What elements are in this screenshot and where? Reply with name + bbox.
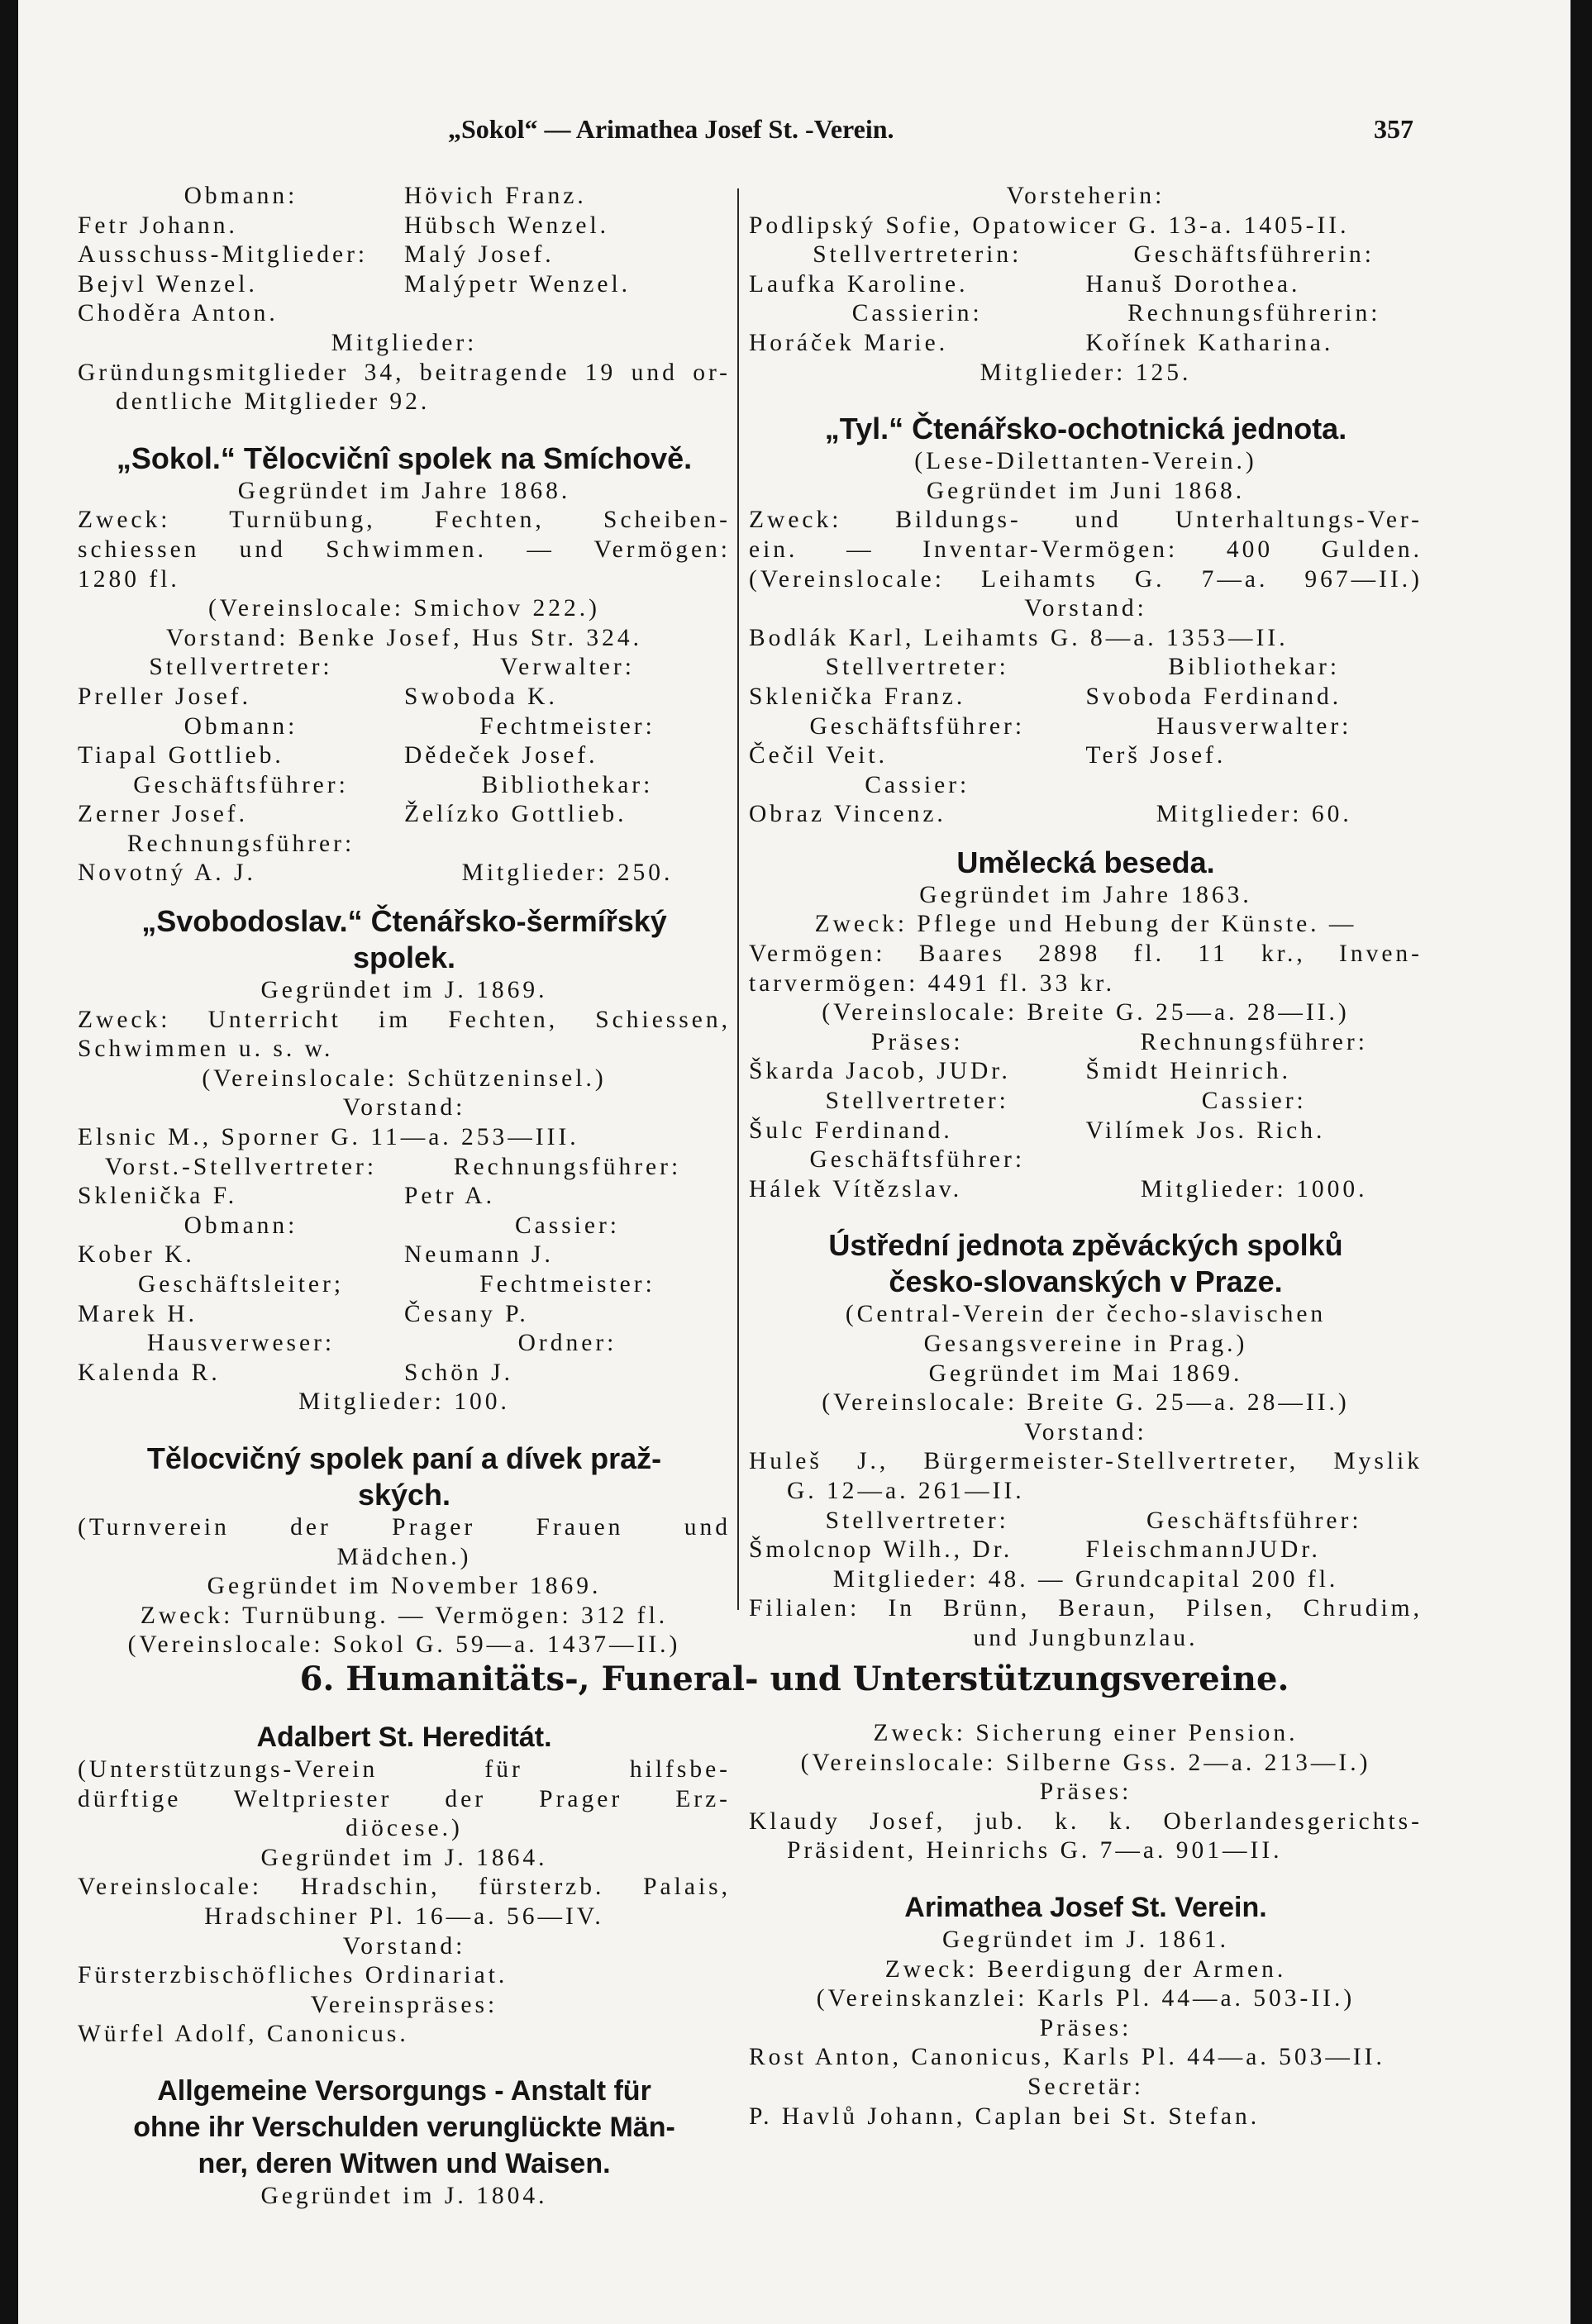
text-line: Zweck: Beerdigung der Armen. xyxy=(884,1955,1287,1983)
text-line: dentliche Mitglieder 92. xyxy=(116,388,431,416)
row-left-cell: Zerner Josef. xyxy=(78,801,248,828)
text-line: Huleš J., Bürgermeister-Stellvertreter, Myslik xyxy=(749,1448,1423,1475)
text-line: Zweck: Turnübung, Fechten, Scheiben- xyxy=(78,507,731,534)
row-left-cell: Präses: xyxy=(870,1028,964,1055)
row-left-cell: Sklenička F. xyxy=(78,1183,238,1210)
officer-row xyxy=(78,683,731,712)
row-left-cell: Stellvertreter: xyxy=(149,654,333,681)
row-left-cell: Vorst.-Stellvertreter: xyxy=(104,1153,378,1180)
officer-row xyxy=(78,712,731,742)
officer-row xyxy=(749,1117,1423,1146)
text-line: Gegründet im J. 1804. xyxy=(260,2182,548,2209)
row-left-cell: Fetr Johann. xyxy=(78,212,238,239)
text-line: Vereinspräses: xyxy=(310,1991,498,2018)
row-right-cell: Rechnungsführerin: xyxy=(1127,300,1381,327)
spacer xyxy=(78,888,731,903)
row-left-cell: Stellvertreter: xyxy=(825,1088,1009,1115)
text-line: Mitglieder: 125. xyxy=(980,359,1192,386)
officer-row xyxy=(78,859,731,888)
row-right-cell: Malýpetr Wenzel. xyxy=(404,270,632,298)
row-left-cell: Šulc Ferdinand. xyxy=(749,1117,953,1144)
row-left-cell: Marek H. xyxy=(78,1300,198,1327)
row-right-cell: Hövich Franz. xyxy=(404,183,587,209)
row-right-cell: Kořínek Katharina. xyxy=(1085,329,1334,356)
spacer xyxy=(78,2050,731,2073)
text-line: Vorstand: xyxy=(342,1094,466,1122)
row-left-cell: Sklenička Franz. xyxy=(749,683,966,710)
right-column xyxy=(749,182,1423,1654)
text-line: Zweck: Turnübung. — Vermögen: 312 fl. xyxy=(140,1602,669,1629)
society-heading: Arimathea Josef St. Verein. xyxy=(904,1891,1267,1923)
society-heading: ner, deren Witwen und Waisen. xyxy=(198,2147,611,2179)
text-line: G. 12—a. 261—II. xyxy=(787,1477,1025,1504)
text-line: Rost Anton, Canonicus, Karls Pl. 44—a. 503—II. xyxy=(749,2044,1385,2071)
text-line: Zweck: Unterricht im Fechten, Schiessen, xyxy=(78,1006,731,1033)
row-right-cell xyxy=(1086,1145,1423,1175)
text-line: (Unterstützungs-Verein für hilfsbe- xyxy=(78,1756,731,1783)
text-line: (Lese-Dilettanten-Verein.) xyxy=(914,448,1257,475)
book-page xyxy=(18,0,1571,2324)
text-line: (Vereinslocale: Silberne Gss. 2—a. 213—I.) xyxy=(800,1749,1371,1776)
officer-row xyxy=(78,1212,731,1241)
text-line: diöcese.) xyxy=(346,1815,463,1842)
text-line: Vorsteherin: xyxy=(1006,183,1165,209)
row-right-cell: Rechnungsführer: xyxy=(1140,1028,1368,1055)
officer-row xyxy=(749,712,1423,742)
text-line: Präsident, Heinrichs G. 7—a. 901—II. xyxy=(787,1837,1283,1864)
officer-row xyxy=(78,653,731,683)
officer-row xyxy=(78,1153,731,1183)
text-line: Hradschiner Pl. 16—a. 56—IV. xyxy=(204,1903,604,1930)
row-right-cell: Geschäftsführer: xyxy=(1146,1507,1362,1534)
society-heading: „Svobodoslav.“ Čtenářsko-šermířský xyxy=(141,904,667,939)
text-line: Mädchen.) xyxy=(336,1543,472,1570)
row-right-cell: Želízko Gottlieb. xyxy=(404,801,627,828)
text-line: Gegründet im Jahre 1863. xyxy=(919,881,1252,908)
officer-row xyxy=(749,1145,1423,1175)
text-line: Präses: xyxy=(1039,2014,1132,2041)
right-column-lower xyxy=(749,1719,1423,2131)
text-line: Mitglieder: xyxy=(331,329,478,356)
officer-row xyxy=(749,683,1423,712)
row-left-cell: Stellvertreter: xyxy=(825,654,1009,681)
row-left-cell: Geschäftsleiter; xyxy=(137,1271,345,1298)
row-right-cell: Swoboda K. xyxy=(404,683,558,710)
text-line: Gesangsvereine in Prag.) xyxy=(923,1331,1248,1357)
row-left-cell: Čečil Veit. xyxy=(749,742,888,769)
text-line: Bodlák Karl, Leihamts G. 8—a. 1353—II. xyxy=(749,624,1289,651)
officer-row xyxy=(749,1087,1423,1117)
row-right-cell: Mitglieder: 60. xyxy=(1156,801,1352,828)
officer-row xyxy=(749,800,1423,830)
row-right-cell: FleischmannJUDr. xyxy=(1085,1536,1321,1564)
text-line: Secretär: xyxy=(1027,2073,1144,2100)
row-left-cell: Obmann: xyxy=(184,712,298,740)
text-line: (Vereinslocale: Breite G. 25—a. 28—II.) xyxy=(822,1389,1350,1417)
officer-row xyxy=(78,1300,731,1330)
text-line: schiessen und Schwimmen. — Vermögen: xyxy=(78,536,731,563)
row-left-cell: Rechnungsführer: xyxy=(126,830,355,857)
column-divider xyxy=(737,188,739,1610)
officer-row xyxy=(78,212,731,241)
officer-row xyxy=(78,240,731,270)
officer-row xyxy=(78,800,731,830)
row-right-cell: Svoboda Ferdinand. xyxy=(1085,683,1342,710)
row-right-cell: Malý Josef. xyxy=(404,241,555,269)
row-right-cell: Hübsch Wenzel. xyxy=(404,212,610,239)
society-heading: „Sokol.“ Tělocvičnî spolek na Smíchově. xyxy=(116,441,693,475)
row-right-cell: Bibliothekar: xyxy=(1168,654,1341,681)
row-right-cell: Hanuš Dorothea. xyxy=(1085,270,1301,298)
row-left-cell: Ausschuss-Mitglieder: xyxy=(78,241,369,269)
text-line: Mitglieder: 48. — Grundcapital 200 fl. xyxy=(832,1565,1339,1593)
row-right-cell: Terš Josef. xyxy=(1085,742,1227,769)
text-line: Gegründet im Juni 1868. xyxy=(926,477,1246,504)
society-heading: Umělecká beseda. xyxy=(956,845,1215,879)
officer-row xyxy=(749,329,1423,359)
row-right-cell: Hausverwalter: xyxy=(1156,712,1352,740)
text-line: Gegründet im J. 1864. xyxy=(260,1844,548,1871)
row-left-cell: Bejvl Wenzel. xyxy=(78,270,258,298)
text-line: Vorstand: xyxy=(342,1932,466,1960)
row-right-cell: Geschäftsführerin: xyxy=(1133,241,1375,269)
left-column-lower xyxy=(78,1719,731,2212)
officer-row xyxy=(78,1241,731,1270)
text-line: (Vereinslocale: Breite G. 25—a. 28—II.) xyxy=(822,999,1350,1026)
society-heading: Tělocvičný spolek paní a dívek praž- xyxy=(146,1441,662,1475)
row-left-cell: Laufka Karoline. xyxy=(749,270,969,298)
text-line: Gegründet im Mai 1869. xyxy=(928,1360,1243,1387)
row-right-cell: Cassier: xyxy=(514,1212,621,1239)
officer-row xyxy=(78,1270,731,1300)
officer-row xyxy=(78,1182,731,1212)
row-left-cell: Cassier: xyxy=(865,771,970,798)
text-line: Vorstand: Benke Josef, Hus Str. 324. xyxy=(165,624,643,651)
row-left-cell: Hausverweser: xyxy=(146,1330,336,1357)
text-line: Elsnic M., Sporner G. 11—a. 253—III. xyxy=(78,1124,579,1151)
spacer xyxy=(78,1417,731,1441)
row-left-cell: Cassierin: xyxy=(851,300,983,327)
row-left-cell: Kober K. xyxy=(78,1241,195,1269)
text-line: (Vereinskanzlei: Karls Pl. 44—a. 503-II.) xyxy=(816,1985,1356,2012)
row-right-cell: Mitglieder: 250. xyxy=(461,860,674,887)
officer-row xyxy=(78,182,731,212)
row-left-cell: Hálek Vítězslav. xyxy=(749,1175,963,1202)
text-line: Gründungsmitglieder 34, beitragende 19 und or- xyxy=(78,359,731,386)
society-heading: Ústřední jednota zpěváckých spolků xyxy=(828,1228,1343,1263)
officer-row xyxy=(749,653,1423,683)
text-line: tarvermögen: 4491 fl. 33 kr. xyxy=(749,969,1115,997)
text-line: Mitglieder: 100. xyxy=(298,1388,510,1416)
spacer xyxy=(749,830,1423,845)
text-line: Zweck: Sicherung einer Pension. xyxy=(873,1720,1299,1746)
officer-row xyxy=(78,830,731,860)
officer-row xyxy=(749,771,1423,801)
text-line: ein. — Inventar-Vermögen: 400 Gulden. xyxy=(749,536,1423,563)
society-heading: ohne ihr Verschulden verunglückte Män- xyxy=(133,2111,675,2143)
row-right-cell: Schön J. xyxy=(404,1359,513,1386)
row-left-cell: Obmann: xyxy=(184,1212,298,1239)
text-line: Vermögen: Baares 2898 fl. 11 kr., Inven- xyxy=(749,941,1423,968)
officer-row xyxy=(78,771,731,801)
spacer xyxy=(749,388,1423,411)
row-left-cell: Geschäftsführer: xyxy=(809,1146,1026,1174)
text-line: Gegründet im Jahre 1868. xyxy=(237,477,571,504)
officer-row xyxy=(78,270,731,300)
officer-row xyxy=(749,299,1423,329)
row-left-cell: Preller Josef. xyxy=(78,683,252,710)
society-heading: spolek. xyxy=(352,941,456,975)
row-left-cell: Geschäftsführer: xyxy=(809,712,1026,740)
officer-row xyxy=(749,270,1423,300)
text-line: Fürsterzbischöfliches Ordinariat. xyxy=(78,1962,508,1989)
text-line: (Vereinslocale: Smichov 222.) xyxy=(207,595,600,622)
society-heading: „Tyl.“ Čtenářsko-ochotnická jednota. xyxy=(824,412,1347,446)
row-right-cell: Petr A. xyxy=(404,1183,495,1210)
text-line: Podlipský Sofie, Opatowicer G. 13-a. 1405-II. xyxy=(749,212,1350,239)
text-line: Zweck: Bildungs- und Unterhaltungs-Ver- xyxy=(749,507,1423,534)
text-line: (Vereinslocale: Schützeninsel.) xyxy=(202,1064,607,1092)
text-line: Choděra Anton. xyxy=(78,300,279,327)
page-number: 357 xyxy=(1374,114,1413,144)
text-line: (Central-Verein der čecho-slavischen xyxy=(845,1301,1327,1328)
text-line: P. Havlů Johann, Caplan bei St. Stefan. xyxy=(749,2103,1261,2130)
row-left-cell: Tiapal Gottlieb. xyxy=(78,742,284,769)
text-line: und Jungbunzlau. xyxy=(973,1624,1199,1651)
row-right-cell: Ordner: xyxy=(517,1330,617,1357)
row-right-cell: Rechnungsführer: xyxy=(453,1153,682,1180)
row-right-cell xyxy=(1086,771,1423,801)
row-left-cell: Stellvertreterin: xyxy=(813,241,1022,269)
text-line: (Vereinslocale: Leihamts G. 7—a. 967—II.) xyxy=(749,565,1423,593)
spacer xyxy=(749,1866,1423,1889)
text-line: Würfel Adolf, Canonicus. xyxy=(78,2021,409,2048)
text-line: Filialen: In Brünn, Beraun, Pilsen, Chrudim, xyxy=(749,1595,1423,1622)
left-column xyxy=(78,182,731,1660)
row-left-cell: Horáček Marie. xyxy=(749,329,949,356)
row-right-cell: Fechtmeister: xyxy=(479,1271,655,1298)
text-line: (Vereinslocale: Sokol G. 59—a. 1437—II.) xyxy=(127,1631,681,1659)
text-line: (Turnverein der Prager Frauen und xyxy=(78,1513,731,1541)
text-line: Gegründet im J. 1861. xyxy=(941,1926,1229,1953)
society-heading: česko-slovanských v Praze. xyxy=(889,1264,1283,1299)
row-right-cell xyxy=(404,830,731,860)
text-line: dürftige Weltpriester der Prager Erz- xyxy=(78,1785,731,1812)
row-right-cell: Fechtmeister: xyxy=(479,712,655,740)
row-right-cell: Mitglieder: 1000. xyxy=(1141,1175,1368,1202)
row-left-cell: Obraz Vincenz. xyxy=(749,801,946,828)
officer-row xyxy=(749,1507,1423,1536)
officer-row xyxy=(749,1057,1423,1087)
row-right-cell: Vilímek Jos. Rich. xyxy=(1085,1117,1326,1144)
row-left-cell: Geschäftsführer: xyxy=(133,771,349,798)
text-line: Gegründet im J. 1869. xyxy=(260,977,548,1004)
row-right-cell: Šmidt Heinrich. xyxy=(1085,1058,1291,1085)
row-left-cell: Škarda Jacob, JUDr. xyxy=(749,1058,1011,1085)
officer-row xyxy=(749,1536,1423,1565)
society-heading: ských. xyxy=(357,1477,451,1512)
text-line: Schwimmen u. s. w. xyxy=(78,1036,334,1063)
section-heading: 6. Humanitäts-, Funeral- und Unterstützungsvereine. xyxy=(299,1660,1289,1698)
text-line: 1280 fl. xyxy=(78,565,180,593)
spacer xyxy=(749,1204,1423,1227)
officer-row xyxy=(749,240,1423,270)
row-right-cell: Česany P. xyxy=(404,1300,529,1327)
text-line: Zweck: Pflege und Hebung der Künste. — xyxy=(814,911,1357,938)
text-line: Präses: xyxy=(1039,1779,1132,1806)
row-left-cell: Kalenda R. xyxy=(78,1359,221,1386)
officer-row xyxy=(749,1028,1423,1058)
officer-row xyxy=(749,1175,1423,1205)
text-line: Klaudy Josef, jub. k. k. Oberlandesgerichts- xyxy=(749,1807,1423,1835)
text-line: Gegründet im November 1869. xyxy=(207,1573,602,1600)
row-right-cell: Neumann J. xyxy=(404,1241,554,1269)
row-left-cell: Novotný A. J. xyxy=(78,860,256,887)
running-head: „Sokol“ — Arimathea Josef St. -Verein. xyxy=(448,114,894,144)
text-line: Vereinslocale: Hradschin, fürsterzb. Palais, xyxy=(78,1874,731,1901)
row-left-cell: Obmann: xyxy=(184,183,298,209)
officer-row xyxy=(78,1359,731,1388)
row-left-cell: Šmolcnop Wilh., Dr. xyxy=(749,1536,1013,1564)
row-right-cell: Dědeček Josef. xyxy=(404,742,598,769)
society-heading: Adalbert St. Hereditát. xyxy=(256,1722,552,1753)
row-right-cell: Cassier: xyxy=(1201,1088,1307,1115)
text-line: Vorstand: xyxy=(1024,595,1147,622)
row-right-cell: Verwalter: xyxy=(500,654,635,681)
text-line: Vorstand: xyxy=(1024,1418,1147,1445)
officer-row xyxy=(78,1329,731,1359)
society-heading: Allgemeine Versorgungs - Anstalt für xyxy=(157,2074,651,2107)
spacer xyxy=(78,417,731,441)
row-left-cell: Stellvertreter: xyxy=(825,1507,1009,1534)
officer-row xyxy=(749,741,1423,771)
row-right-cell: Bibliothekar: xyxy=(481,771,654,798)
officer-row xyxy=(78,741,731,771)
